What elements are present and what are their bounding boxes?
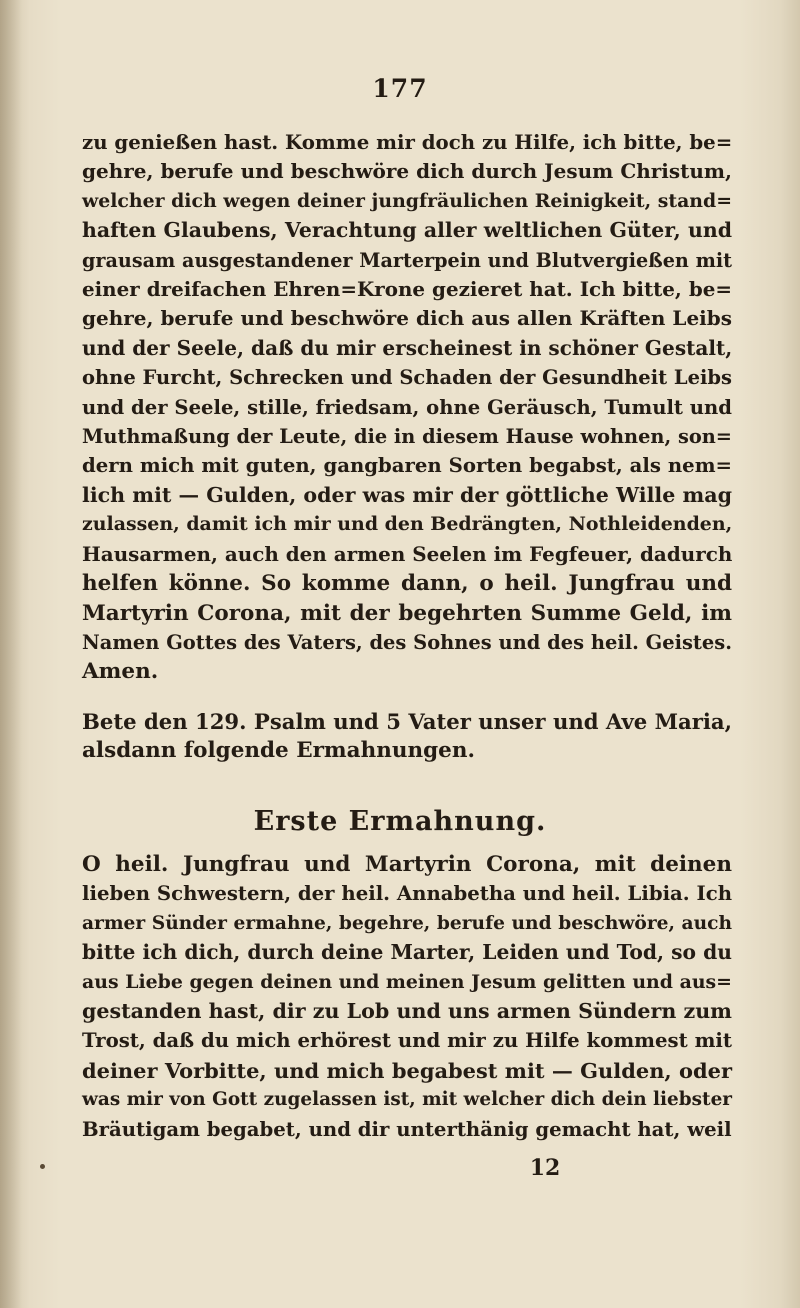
text-line: aus Liebe gegen deinen und meinen Jesum gelitten und aus= xyxy=(82,970,732,993)
text-line: Martyrin Corona, mit der begehrten Summe Geld, im xyxy=(82,600,732,626)
text-line: Trost, daß du mich erhörest und mir zu Hilfe kommest mit xyxy=(82,1029,732,1053)
text-line: helfen könne. So komme dann, o heil. Jungfrau und xyxy=(82,571,732,597)
text-line: grausam ausgestandener Marterpein und Blutvergießen mit xyxy=(82,248,732,272)
printer-signature-mark: 12 xyxy=(529,1155,561,1181)
text-line: haften Glaubens, Verachtung aller weltlichen Güter, und xyxy=(82,218,732,243)
page-binding-shadow xyxy=(0,0,22,1308)
text-line: bitte ich dich, durch deine Marter, Leiden und Tod, so du xyxy=(82,940,732,965)
paragraph-instruction xyxy=(82,707,732,766)
text-line: zulassen, damit ich mir und den Bedrängten, Nothleidenden, xyxy=(82,513,733,536)
text-line: Bräutigam begabet, und dir unterthänig gemacht hat, weil xyxy=(82,1117,732,1141)
text-line: deiner Vorbitte, und mich begabest mit — Gulden, oder xyxy=(82,1057,732,1083)
text-line: Namen Gottes des Vaters, des Sohnes und des heil. Geistes. xyxy=(82,630,732,654)
text-line: einer dreifachen Ehren=Krone gezieret hat. Ich bitte, be= xyxy=(82,277,732,302)
text-line: und der Seele, stille, friedsam, ohne Geräusch, Tumult und xyxy=(82,395,732,419)
paragraph-first-admonition xyxy=(82,850,732,1144)
section-heading: Erste Ermahnung. xyxy=(253,806,547,837)
text-line: alsdann folgende Ermahnungen. xyxy=(82,738,475,764)
text-line: gestanden hast, dir zu Lob und uns armen Sündern zum xyxy=(82,999,732,1024)
text-line: welcher dich wegen deiner jungfräulichen Reinigkeit, stand= xyxy=(82,189,732,212)
text-line: gehre, berufe und beschwöre dich aus allen Kräften Leibs xyxy=(82,306,732,331)
text-line: gehre, berufe und beschwöre dich durch Jesum Christum, xyxy=(82,159,732,184)
text-line: O heil. Jungfrau und Martyrin Corona, mit deinen xyxy=(82,852,732,877)
text-line: Amen. xyxy=(82,659,159,685)
text-line: Muthmaßung der Leute, die in diesem Hause wohnen, son= xyxy=(82,425,732,449)
paragraph-prayer xyxy=(82,128,732,687)
text-line: ohne Furcht, Schrecken und Schaden der Gesundheit Leibs xyxy=(82,366,732,390)
text-line: dern mich mit guten, gangbaren Sorten begabst, als nem= xyxy=(82,454,732,478)
text-line: Hausarmen, auch den armen Seelen im Fegfeuer, dadurch xyxy=(82,541,733,566)
ink-speck xyxy=(40,1164,45,1169)
text-line: lieben Schwestern, der heil. Annabetha und heil. Libia. Ich xyxy=(82,882,732,906)
text-line: zu genießen hast. Komme mir doch zu Hilfe, ich bitte, be= xyxy=(82,130,733,154)
text-line: Bete den 129. Psalm und 5 Vater unser und Ave Maria, xyxy=(82,709,732,734)
text-line: und der Seele, daß du mir erscheinest in schöner Gestalt, xyxy=(82,335,733,360)
text-line: lich mit — Gulden, oder was mir der göttliche Wille mag xyxy=(82,482,732,507)
text-line: armer Sünder ermahne, begehre, berufe und beschwöre, auch xyxy=(82,912,732,934)
page-number: 177 xyxy=(372,74,428,103)
text-line: was mir von Gott zugelassen ist, mit welcher dich dein liebster xyxy=(82,1089,733,1111)
